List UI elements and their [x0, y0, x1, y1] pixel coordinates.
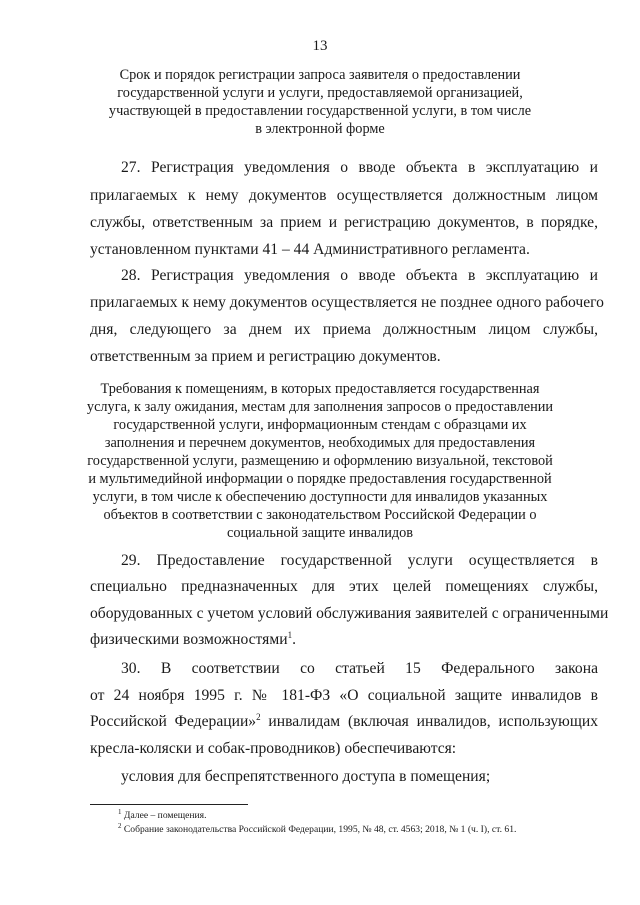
heading-line: услуги, в том числе к обеспечению доступности для инвалидов указанных	[92, 489, 548, 505]
text-line: 27. Регистрация уведомления о вводе объекта в эксплуатацию и	[121, 159, 598, 176]
heading-line: государственной услуги, информационным стендам с образцами их	[113, 417, 527, 433]
footnote-text: Собрание законодательства Российской Федерации, 1995, № 48, ст. 4563; 2018, № 1 (ч. I), ст. 61.	[121, 824, 517, 835]
footnote-divider	[90, 804, 248, 805]
text-line: установленном пунктами 41 – 44 Административного регламента.	[90, 241, 530, 258]
heading-line: участвующей в предоставлении государственной услуги, в том числе	[108, 103, 532, 119]
text-line: дня, следующего за днем их приема должностным лицом службы,	[90, 321, 598, 338]
text-line: физическими возможностями$^1$.	[90, 629, 296, 648]
heading-line: заполнения и перечнем документов, необходимых для предоставления	[104, 435, 536, 451]
text-span: Российской Федерации»	[90, 713, 257, 730]
text-line: кресла-коляски и собак-проводников) обеспечиваются:	[90, 740, 457, 757]
footnote-2	[118, 821, 600, 836]
footnote-ref-2: 2	[256, 711, 261, 722]
text-line: ответственным за прием и регистрацию документов.	[90, 348, 441, 365]
heading-line: Требования к помещениям, в которых предоставляется государственная	[100, 381, 540, 397]
heading-line: Срок и порядок регистрации запроса заявителя о предоставлении	[119, 67, 521, 83]
footnote-1	[118, 807, 600, 822]
text-line	[90, 712, 598, 732]
text-line: 28. Регистрация уведомления о вводе объекта в эксплуатацию и	[121, 267, 598, 284]
heading-line: объектов в соответствии с законодательством Российской Федерации о	[103, 507, 537, 523]
heading-line: социальной защите инвалидов	[226, 525, 414, 541]
text-line: службы, ответственным за прием и регистрацию документов, в порядке,	[90, 214, 598, 231]
footnote-mark: 2	[118, 821, 122, 830]
heading-line: государственной услуги и услуги, предоставляемой организацией,	[117, 85, 523, 101]
text-line: прилагаемых к нему документов осуществляется должностным лицом	[90, 187, 598, 204]
footnote-ref-1: 1	[287, 629, 293, 640]
text-line: 29. Предоставление государственной услуги осуществляется в	[121, 552, 598, 569]
footnote-text: Далее – помещения.	[121, 810, 207, 821]
text-span: физическими возможностями	[90, 631, 288, 648]
heading-line: государственной услуги, размещению и оформлению визуальной, текстовой	[87, 453, 553, 469]
text-line: прилагаемых к нему документов осуществляется не позднее одного рабочего	[90, 294, 604, 311]
text-line: условия для беспрепятственного доступа в помещения;	[121, 768, 491, 785]
text-line: от 24 ноября 1995 г. № 181-ФЗ «О социальной защите инвалидов в	[90, 687, 598, 704]
text-line: оборудованных с учетом условий обслуживания заявителей с ограниченными	[90, 605, 609, 622]
heading-line: в электронной форме	[255, 121, 385, 137]
heading-line: и мультимедийной информации о порядке предоставления государственной	[88, 471, 552, 487]
text-line: 30. В соответствии со статьей 15 Федерального закона	[121, 660, 598, 677]
footnote-mark: 1	[118, 807, 122, 816]
page-number: 13	[312, 38, 328, 54]
heading-line: услуга, к залу ожидания, местам для заполнения запросов о предоставлении	[86, 399, 554, 415]
text-span: инвалидам (включая инвалидов, использующих	[260, 713, 598, 730]
text-line: специально предназначенных для этих целей помещениях службы,	[90, 578, 598, 595]
